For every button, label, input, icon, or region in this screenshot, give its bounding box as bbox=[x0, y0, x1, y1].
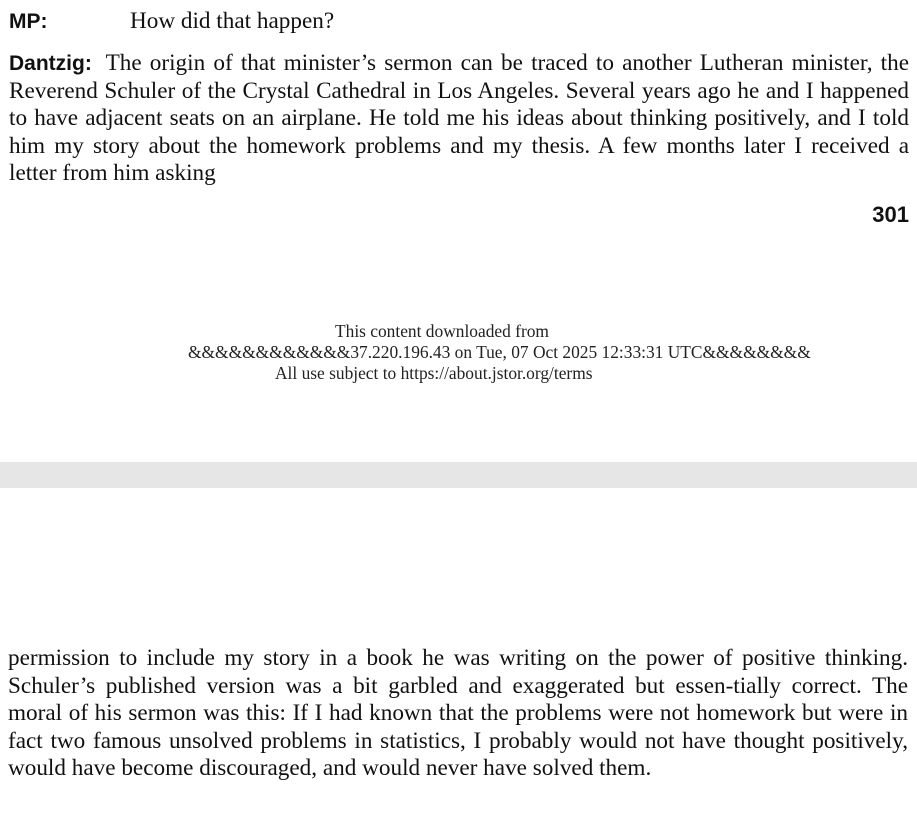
page-number: 301 bbox=[872, 202, 909, 227]
speaker-label-dantzig: Dantzig: bbox=[9, 52, 92, 75]
dialogue-dantzig bbox=[9, 50, 909, 188]
jstor-notice-line-1: This content downloaded from bbox=[335, 321, 549, 341]
dialogue-mp bbox=[9, 8, 909, 36]
jstor-notice-line-2: &&&&&&&&&&&&37.220.196.43 on Tue, 07 Oct 2025 12:33:31 UTC&&&&&&&& bbox=[188, 342, 811, 362]
page-separator bbox=[0, 462, 917, 488]
jstor-notice-line-3: All use subject to https://about.jstor.org/terms bbox=[275, 363, 593, 383]
speech-text-mp: How did that happen? bbox=[130, 8, 335, 34]
speaker-label-mp: MP: bbox=[9, 10, 48, 33]
speech-text-dantzig: The origin of that minister’s sermon can be traced to another Lutheran minister, the Reverend Schuler of the Crystal Cathedral in Los Angeles. Several years ago he and I happened to have adjacent seats on an airplane. He told me his ideas about thinking positively, and I told him my story about the homework problems and my thesis. A few months later I received a letter from him asking bbox=[9, 50, 909, 187]
continued-paragraph: permission to include my story in a book he was writing on the power of positive thinking. Schuler’s published version was a bit garbled and exaggerated but essen-tially correct. The moral of his sermon was this: If I had known that the problems were not homework but were in fact two famous unsolved problems in statistics, I probably would not have thought positively, would have become discouraged, and would never have solved them. bbox=[8, 645, 908, 782]
jstor-download-notice bbox=[188, 321, 917, 384]
